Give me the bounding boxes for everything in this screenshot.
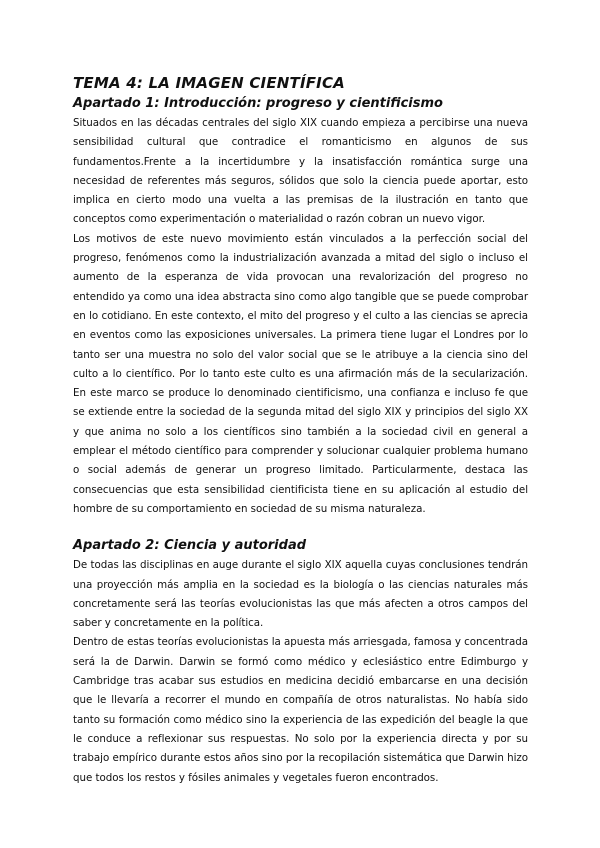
paragraph: Los motivos de este nuevo movimiento están vinculados a la perfección social del progreso, fenómenos como la industrialización avanzada a mitad del siglo o incluso el aumento de la esperanza de vida provocan una revalorización del progreso no entendido ya como una idea abstracta sino como algo tangible que se puede comprobar en lo cotidiano. En este contexto, el mito del progreso y el culto a las ciencias se aprecia en eventos como las exposiciones universales. La primera tiene lugar el Londres por lo tanto ser una muestra no solo del valor social que se le atribuye a la ciencia sino del culto a lo científico. Por lo tanto este culto es una afirmación más de la secularización. En este marco se produce lo denominado cientificismo, una confianza e incluso fe que se extiende entre la sociedad de la segunda mitad del siglo XIX y principios del siglo XX y que anima no solo a los científicos sino también a la sociedad civil en general a emplear el método científico para comprender y solucionar cualquier problema humano o social además de generar un progreso limitado. Particularmente, destaca las consecuencias que esta sensibilidad cientificista tiene en su aplicación al estudio del hombre de su comportamiento en sociedad de su misma naturaleza. <box>73 232 528 515</box>
section-heading: Apartado 2: Ciencia y autoridad <box>73 538 307 554</box>
paragraph: De todas las disciplinas en auge durante el siglo XIX aquella cuyas conclusiones tendrán una proyección más amplia en la sociedad es la biología o las ciencias naturales más concretamente será las teorías evolucionistas las que más afecten a otros campos del saber y concretamente en la política. <box>73 559 528 630</box>
section-introduccion <box>73 95 528 519</box>
paragraph: Situados en las décadas centrales del siglo XIX cuando empieza a percibirse una nueva sensibilidad cultural que contradice el romanticismo en algunos de sus fundamentos.Frente a la incertidumbre y la insatisfacción romántica surge una necesidad de referentes más seguros, sólidos que solo la ciencia puede aportar, esto implica en cierto modo una vuelta a las premisas de la ilustración en tanto que conceptos como experimentación o materialidad o razón cobran un nuevo vigor. <box>73 117 528 226</box>
section-ciencia-autoridad <box>73 537 528 788</box>
paragraph: Dentro de estas teorías evolucionistas la apuesta más arriesgada, famosa y concentrada será la de Darwin. Darwin se formó como médico y eclesiástico entre Edimburgo y Cambridge tras acabar sus estudios en medicina decidió embarcarse en una decisión que le llevaría a recorrer el mundo en compañía de otros naturalistas. No había sido tanto su formación como médico sino la experiencia de las expedición del beagle la que le conduce a reflexionar sus respuestas. No solo por la experiencia directa y por su trabajo empírico durante estos años sino por la recopilación sistemática que Darwin hizo que todos los restos y fósiles animales y vegetales fueron encontrados. <box>73 636 528 784</box>
document-page <box>73 73 528 788</box>
document-title: TEMA 4: LA IMAGEN CIENTÍFICA <box>73 74 345 92</box>
section-heading: Apartado 1: Introducción: progreso y cientificismo <box>73 96 443 111</box>
